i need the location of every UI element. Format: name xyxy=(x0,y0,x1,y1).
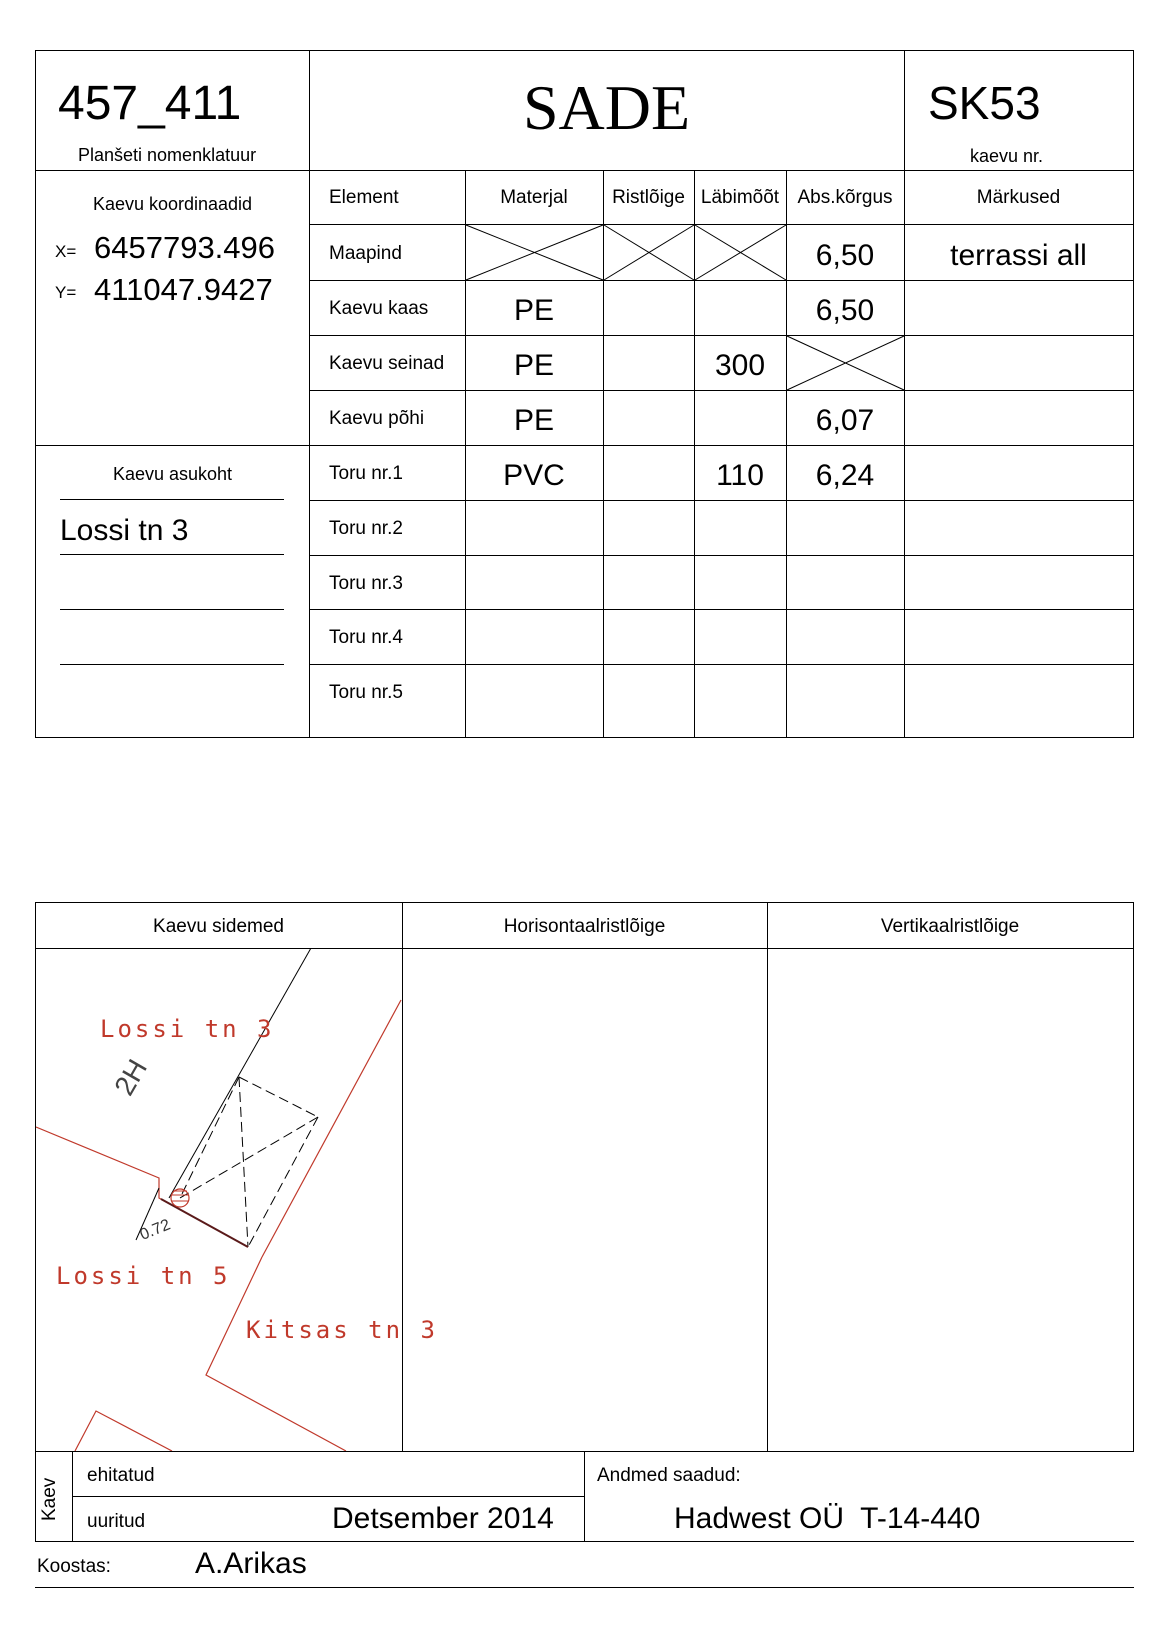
map-label-2h: 2H xyxy=(108,1053,154,1101)
row-element: Kaevu põhi xyxy=(329,408,425,429)
row-material: PVC xyxy=(503,459,565,492)
map-label-lossi-5: Lossi tn 5 xyxy=(56,1262,231,1290)
coordinates-label: Kaevu koordinaadid xyxy=(92,194,253,214)
row-notes: terrassi all xyxy=(950,239,1087,272)
ties-title: Kaevu sidemed xyxy=(153,916,284,937)
y-coordinate: 411047.9427 xyxy=(94,272,273,307)
header-material: Materjal xyxy=(500,187,568,208)
data-source: Hadwest OÜ T-14-440 xyxy=(674,1502,981,1535)
row-element: Kaevu seinad xyxy=(329,353,445,374)
author-label: Koostas: xyxy=(37,1556,111,1577)
row-material: PE xyxy=(513,294,555,327)
header-diameter: Läbimõõt xyxy=(700,187,780,208)
vertical-section-title: Vertikaalristlõige xyxy=(880,916,1020,937)
location-label: Kaevu asukoht xyxy=(112,464,233,484)
row-diameter: 110 xyxy=(716,459,764,492)
well-number: SK53 xyxy=(928,77,1041,129)
sheet-label: Planšeti nomenklatuur xyxy=(78,145,257,165)
header-notes: Märkused xyxy=(976,187,1061,208)
map-label-distance: 0.72 xyxy=(137,1216,173,1244)
sheet-number: 457_411 xyxy=(58,77,242,130)
row-abs-height: 6,50 xyxy=(815,294,875,327)
built-label: ehitatud xyxy=(87,1465,155,1486)
row-element: Toru nr.3 xyxy=(329,573,403,594)
page-title: SADE xyxy=(522,72,691,143)
row-element: Kaevu kaas xyxy=(329,298,429,319)
row-diameter: 300 xyxy=(714,349,766,382)
row-abs-height: 6,24 xyxy=(815,459,875,492)
header-element: Element xyxy=(329,187,399,208)
row-material: PE xyxy=(513,404,555,437)
location-line-1: Lossi tn 3 xyxy=(60,514,189,547)
well-vertical-label: Kaev xyxy=(39,1477,60,1521)
surveyed-label: uuritud xyxy=(87,1511,146,1532)
header-abs-height: Abs.kõrgus xyxy=(797,187,893,208)
row-element: Toru nr.5 xyxy=(329,682,403,703)
header-cross-section: Ristlõige xyxy=(612,187,685,208)
horizontal-section-title: Horisontaalristlõige xyxy=(503,916,666,937)
map-label-kitsas-3: Kitsas tn 3 xyxy=(246,1316,438,1344)
data-source-label: Andmed saadud: xyxy=(597,1465,741,1486)
x-coordinate: 6457793.496 xyxy=(94,230,276,265)
row-abs-height: 6,50 xyxy=(815,239,875,272)
y-prefix: Y= xyxy=(55,283,77,302)
row-material: PE xyxy=(513,349,555,382)
row-abs-height: 6,07 xyxy=(815,404,875,437)
x-prefix: X= xyxy=(55,242,77,261)
author: A.Arikas xyxy=(195,1547,307,1580)
row-element: Maapind xyxy=(329,243,402,264)
row-element: Toru nr.2 xyxy=(329,518,403,539)
row-element: Toru nr.4 xyxy=(329,627,403,648)
row-element: Toru nr.1 xyxy=(329,463,403,484)
surveyed-date: Detsember 2014 xyxy=(332,1502,554,1535)
map-label-lossi-3: Lossi tn 3 xyxy=(100,1015,275,1043)
well-label: kaevu nr. xyxy=(970,146,1044,166)
